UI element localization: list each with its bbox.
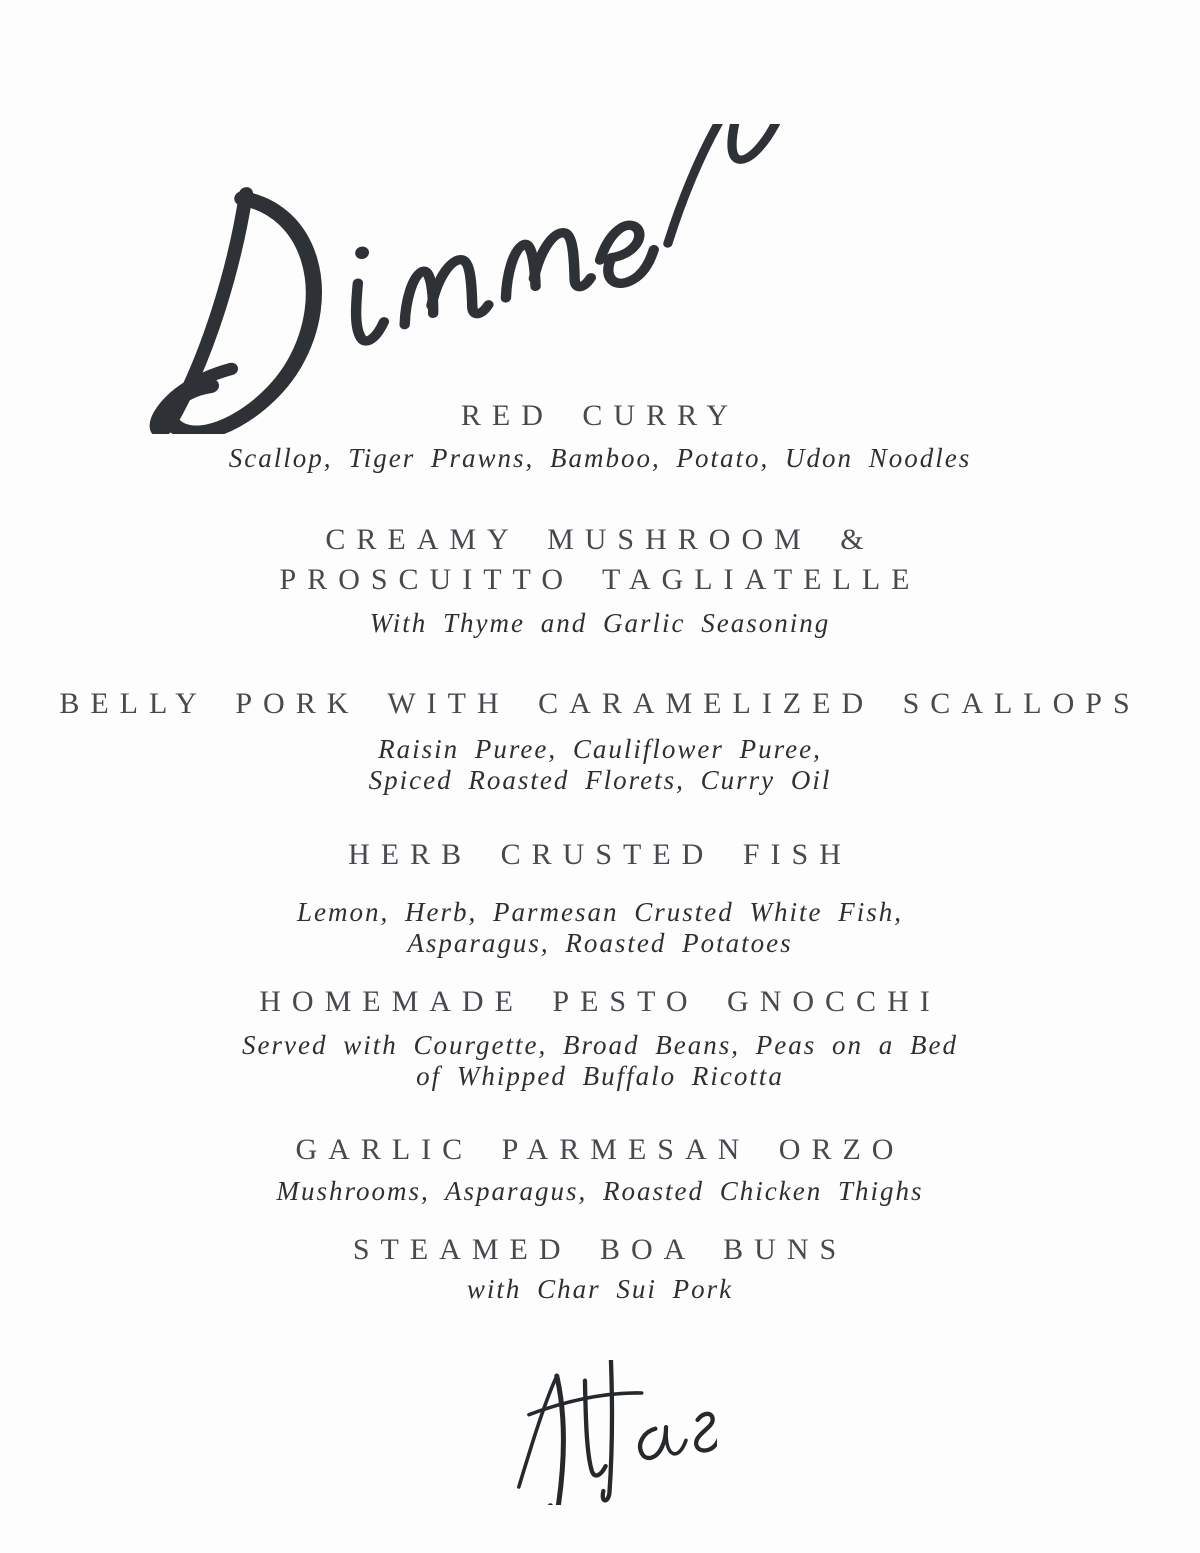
menu-item-description-line: Mushrooms, Asparagus, Roasted Chicken Thighs [276,1176,924,1206]
menu-item-name-line: HOMEMADE PESTO GNOCCHI [259,985,941,1018]
menu-item-description [0,1176,1200,1207]
menu-item-description [0,897,1200,959]
menu-item-description [0,608,1200,639]
menu-item-name [0,686,1200,722]
menu-item-name-line: RED CURRY [460,399,740,432]
menu-item-description-line: Raisin Puree, Cauliflower Puree, [378,734,822,764]
atlas-script-logo [502,1360,717,1505]
menu-item-name [0,1232,1200,1268]
menu-item [0,1232,1200,1305]
script-stroke [584,1360,630,1501]
menu-item-name [0,398,1200,434]
menu-item-name-line: CREAMY MUSHROOM & [325,523,875,556]
menu-item-description [0,443,1200,474]
menu-item-description [0,1030,1200,1092]
script-stroke [532,1376,577,1505]
menu-item-name-line: HERB CRUSTED FISH [348,838,852,871]
menu-item-name-line: BELLY PORK WITH CARAMELIZED SCALLOPS [59,687,1141,720]
menu-item [0,520,1200,639]
script-stroke [692,1412,717,1451]
menu-item-description-line: With Thyme and Garlic Seasoning [369,608,831,638]
menu-item-description [0,1274,1200,1305]
menu-item-name-line: STEAMED BOA BUNS [352,1233,848,1266]
menu-item [0,984,1200,1092]
menu-item-name-line: PROSCUITTO TAGLIATELLE [279,563,921,596]
menu-item-name [0,984,1200,1020]
menu-item-description-line: Served with Courgette, Broad Beans, Peas on a Bed [242,1030,958,1060]
menu-item-description-line: Asparagus, Roasted Potatoes [407,928,793,958]
menu-item [0,1132,1200,1207]
menu-item-description-line: with Char Sui Pork [466,1274,734,1304]
menu-item-description-line: Lemon, Herb, Parmesan Crusted White Fish, [297,897,903,927]
menu-item [0,837,1200,959]
menu-item-description-line: Scallop, Tiger Prawns, Bamboo, Potato, Udon Noodles [228,443,972,473]
menu-item-description-line: of Whipped Buffalo Ricotta [416,1061,784,1091]
brand-script [502,1360,717,1505]
menu-item-name [0,837,1200,873]
menu-item-name [0,1132,1200,1168]
menu-item [0,686,1200,796]
menu-item [0,398,1200,474]
menu-item-name [0,520,1200,600]
menu-item-description-line: Spiced Roasted Florets, Curry Oil [368,765,832,795]
menu-item-description [0,734,1200,796]
menu-item-name-line: GARLIC PARMESAN ORZO [295,1133,905,1166]
